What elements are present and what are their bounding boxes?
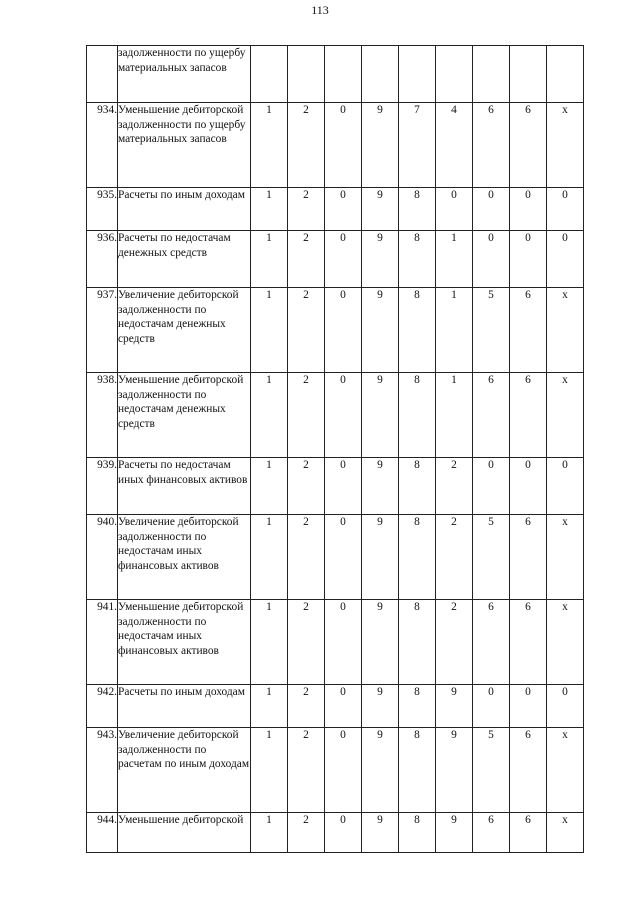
code-digit: 0 [473, 188, 510, 231]
row-number: 934. [87, 103, 118, 188]
code-digit: 2 [436, 515, 473, 600]
row-number: 935. [87, 188, 118, 231]
code-digit: 0 [510, 188, 547, 231]
table-row [87, 458, 584, 515]
code-digit: 1 [436, 373, 473, 458]
account-name: Уменьшение дебиторской задолженности по ущербу материальных запасов [118, 103, 251, 188]
code-digit: 6 [473, 373, 510, 458]
account-name: Расчеты по иным доходам [118, 188, 251, 231]
account-name: Увеличение дебиторской задолженности по недостачам денежных средств [118, 288, 251, 373]
code-digit: 1 [436, 288, 473, 373]
code-digit: 9 [436, 813, 473, 853]
code-digit [547, 46, 584, 103]
code-digit [436, 46, 473, 103]
code-digit: x [547, 515, 584, 600]
code-digit: 0 [325, 231, 362, 288]
code-digit: 2 [288, 288, 325, 373]
code-digit: 0 [325, 458, 362, 515]
code-digit: 2 [288, 373, 325, 458]
code-digit [362, 46, 399, 103]
account-name: задолженности по ущербу материальных запасов [118, 46, 251, 103]
table-row [87, 373, 584, 458]
code-digit: 7 [399, 103, 436, 188]
row-number [87, 46, 118, 103]
account-name: Уменьшение дебиторской задолженности по недостачам иных финансовых активов [118, 600, 251, 685]
code-digit: x [547, 288, 584, 373]
code-digit: 6 [473, 600, 510, 685]
code-digit: 1 [251, 813, 288, 853]
code-digit [473, 46, 510, 103]
code-digit: 0 [325, 103, 362, 188]
code-digit: 6 [510, 813, 547, 853]
code-digit: x [547, 600, 584, 685]
code-digit: 9 [362, 288, 399, 373]
table-row [87, 515, 584, 600]
code-digit: 9 [436, 728, 473, 813]
code-digit: 1 [251, 288, 288, 373]
code-digit: 9 [362, 600, 399, 685]
table-row [87, 288, 584, 373]
code-digit: 2 [288, 231, 325, 288]
code-digit: 5 [473, 288, 510, 373]
code-digit: 8 [399, 600, 436, 685]
table-row [87, 188, 584, 231]
account-name: Расчеты по иным доходам [118, 685, 251, 728]
table-row [87, 685, 584, 728]
code-digit: 2 [436, 458, 473, 515]
code-digit: 0 [325, 188, 362, 231]
code-digit: 9 [436, 685, 473, 728]
row-number: 936. [87, 231, 118, 288]
code-digit: 1 [251, 515, 288, 600]
row-number: 940. [87, 515, 118, 600]
code-digit: 0 [325, 685, 362, 728]
account-name: Увеличение дебиторской задолженности по недостачам иных финансовых активов [118, 515, 251, 600]
code-digit: 1 [251, 600, 288, 685]
code-digit: 2 [288, 813, 325, 853]
code-digit: 1 [251, 728, 288, 813]
accounts-table [86, 45, 584, 853]
code-digit: 9 [362, 728, 399, 813]
code-digit: 6 [510, 103, 547, 188]
code-digit: 6 [510, 373, 547, 458]
code-digit: 1 [251, 188, 288, 231]
code-digit: 0 [325, 515, 362, 600]
code-digit: 0 [547, 685, 584, 728]
code-digit: x [547, 103, 584, 188]
table-row [87, 728, 584, 813]
code-digit [325, 46, 362, 103]
code-digit: 4 [436, 103, 473, 188]
code-digit: 2 [288, 103, 325, 188]
table-row [87, 600, 584, 685]
code-digit: 0 [325, 728, 362, 813]
code-digit: 0 [325, 373, 362, 458]
row-number: 941. [87, 600, 118, 685]
code-digit: 2 [288, 188, 325, 231]
code-digit: 0 [510, 458, 547, 515]
code-digit: 5 [473, 728, 510, 813]
code-digit: 2 [288, 685, 325, 728]
row-number: 939. [87, 458, 118, 515]
code-digit: 0 [473, 231, 510, 288]
code-digit: 6 [510, 728, 547, 813]
code-digit: 9 [362, 188, 399, 231]
code-digit: 6 [510, 288, 547, 373]
table-row [87, 813, 584, 853]
row-number: 944. [87, 813, 118, 853]
account-name: Уменьшение дебиторской задолженности по недостачам денежных средств [118, 373, 251, 458]
code-digit [510, 46, 547, 103]
code-digit: 9 [362, 458, 399, 515]
row-number: 942. [87, 685, 118, 728]
code-digit: 9 [362, 813, 399, 853]
code-digit: 8 [399, 373, 436, 458]
code-digit: 9 [362, 685, 399, 728]
code-digit: 0 [325, 288, 362, 373]
page-number: 113 [311, 3, 329, 17]
code-digit: 2 [288, 728, 325, 813]
code-digit: 0 [473, 458, 510, 515]
table-row [87, 46, 584, 103]
account-name: Расчеты по недостачам денежных средств [118, 231, 251, 288]
code-digit: 8 [399, 515, 436, 600]
code-digit: 9 [362, 373, 399, 458]
code-digit: 8 [399, 288, 436, 373]
code-digit: x [547, 813, 584, 853]
code-digit: 6 [473, 103, 510, 188]
code-digit: 0 [473, 685, 510, 728]
row-number: 943. [87, 728, 118, 813]
code-digit: 8 [399, 231, 436, 288]
code-digit: 8 [399, 685, 436, 728]
code-digit: 1 [251, 231, 288, 288]
code-digit: x [547, 373, 584, 458]
code-digit: 1 [251, 685, 288, 728]
account-name: Уменьшение дебиторской [118, 813, 251, 853]
code-digit: 1 [436, 231, 473, 288]
code-digit: 8 [399, 458, 436, 515]
code-digit: 0 [547, 188, 584, 231]
code-digit: 8 [399, 813, 436, 853]
row-number: 938. [87, 373, 118, 458]
code-digit: 8 [399, 728, 436, 813]
code-digit: 6 [510, 515, 547, 600]
code-digit: 2 [288, 515, 325, 600]
code-digit: 1 [251, 458, 288, 515]
code-digit: 0 [436, 188, 473, 231]
code-digit: 5 [473, 515, 510, 600]
code-digit: 1 [251, 373, 288, 458]
row-number: 937. [87, 288, 118, 373]
code-digit: x [547, 728, 584, 813]
table-row [87, 231, 584, 288]
code-digit: 0 [510, 685, 547, 728]
code-digit: 9 [362, 103, 399, 188]
code-digit: 0 [547, 231, 584, 288]
code-digit: 0 [510, 231, 547, 288]
account-name: Расчеты по недостачам иных финансовых активов [118, 458, 251, 515]
code-digit: 2 [436, 600, 473, 685]
code-digit: 6 [510, 600, 547, 685]
code-digit: 0 [325, 813, 362, 853]
code-digit: 2 [288, 600, 325, 685]
table-row [87, 103, 584, 188]
code-digit: 8 [399, 188, 436, 231]
code-digit: 9 [362, 515, 399, 600]
code-digit: 0 [547, 458, 584, 515]
code-digit: 0 [325, 600, 362, 685]
code-digit [399, 46, 436, 103]
code-digit [251, 46, 288, 103]
code-digit [288, 46, 325, 103]
code-digit: 9 [362, 231, 399, 288]
account-name: Увеличение дебиторской задолженности по расчетам по иным доходам [118, 728, 251, 813]
code-digit: 2 [288, 458, 325, 515]
code-digit: 1 [251, 103, 288, 188]
code-digit: 6 [473, 813, 510, 853]
